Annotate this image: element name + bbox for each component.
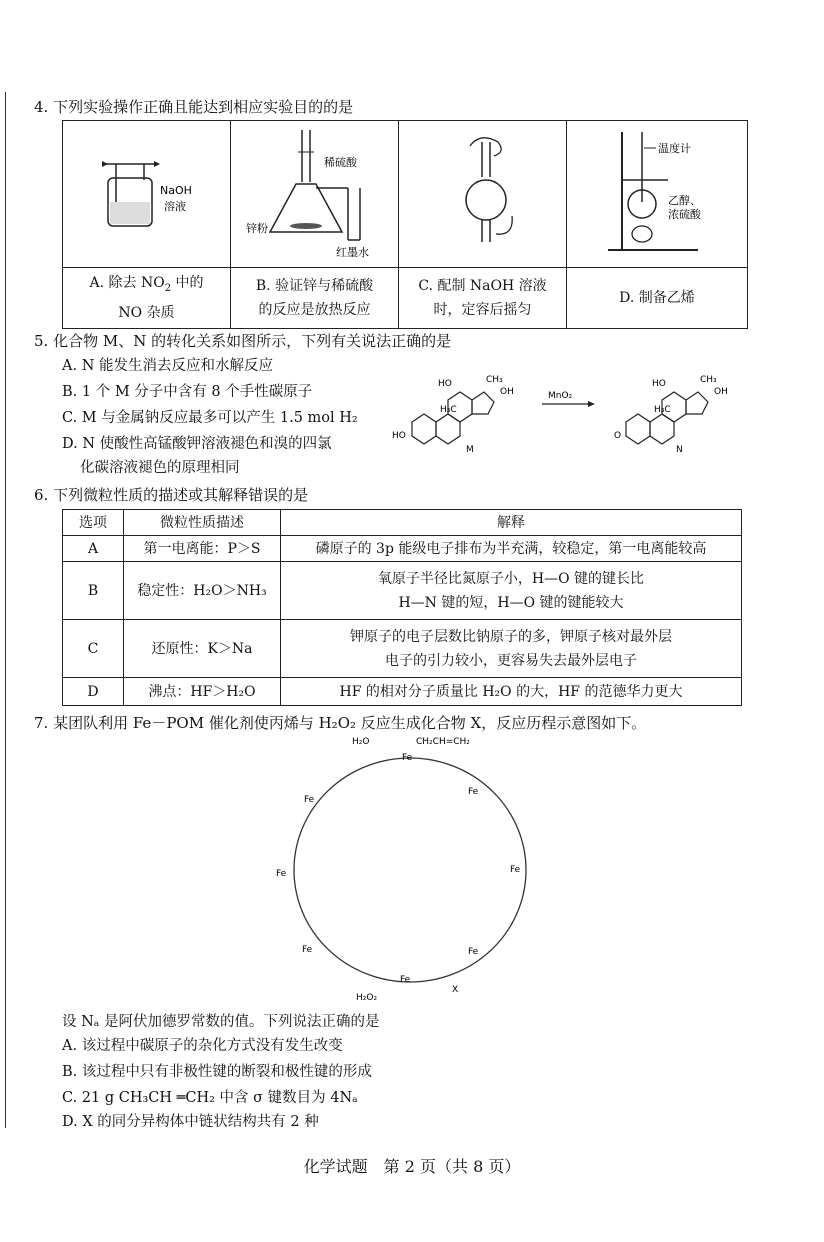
svg-text:CH₃: CH₃ xyxy=(486,375,503,385)
header-option: 选项 xyxy=(63,510,124,536)
svg-text:H₃C: H₃C xyxy=(654,405,671,415)
q5-option-d-cont: 化碳溶液褪色的原理相同 xyxy=(80,460,240,476)
figure-a-cell xyxy=(63,121,231,268)
table-row: C 还原性：K＞Na 钾原子的电子层数比钠原子的多，钾原子核对最外层 电子的引力较小，更容易失去最外层电子 xyxy=(63,620,742,678)
svg-text:Fe: Fe xyxy=(304,795,315,805)
question-7-stem: 7. 某团队利用 Fe－POM 催化剂使丙烯与 H₂O₂ 反应生成化合物 X，反应历程示意图如下。 xyxy=(34,714,647,732)
svg-text:HO: HO xyxy=(392,431,406,441)
q5-option-d: D. N 使酸性高锰酸钾溶液褪色和溴的四氯 xyxy=(62,436,332,452)
q7-option-b: B. 该过程中只有非极性键的断裂和极性键的形成 xyxy=(62,1064,372,1080)
svg-text:Fe: Fe xyxy=(510,865,521,875)
question-4-table xyxy=(62,120,748,329)
option-d-caption: D. 制备乙烯 xyxy=(567,268,748,329)
q5-option-c: C. M 与金属钠反应最多可以产生 1.5 mol H₂ xyxy=(62,410,358,426)
svg-text:Fe: Fe xyxy=(402,753,413,763)
page-footer: 化学试题 第 2 页（共 8 页） xyxy=(303,1157,521,1176)
label-m: M xyxy=(466,445,474,455)
option-c-caption: C. 配制 NaOH 溶液 时，定容后摇匀 xyxy=(399,268,567,329)
question-5-stem: 5. 化合物 M、N 的转化关系如图所示，下列有关说法正确的是 xyxy=(34,332,452,350)
svg-text:HO: HO xyxy=(438,379,452,389)
figure-c-cell xyxy=(399,121,567,268)
naoh-label: NaOH xyxy=(160,184,192,197)
margin-rule xyxy=(5,92,6,1128)
header-explain: 解释 xyxy=(281,510,742,536)
svg-text:H₃C: H₃C xyxy=(440,405,457,415)
figure-b-cell xyxy=(231,121,399,268)
red-ink-label: 红墨水 xyxy=(336,246,369,259)
q7-option-d: D. X 的同分异构体中链状结构共有 2 种 xyxy=(62,1114,319,1130)
svg-text:Fe: Fe xyxy=(302,945,313,955)
volumetric-flask-figure xyxy=(400,122,565,262)
svg-text:CH₃: CH₃ xyxy=(700,375,717,385)
gas-washing-bottle-figure xyxy=(64,122,229,262)
q5-option-a: A. N 能发生消去反应和水解反应 xyxy=(62,358,273,374)
ethylene-apparatus-figure xyxy=(568,122,746,262)
steroid-conversion-figure xyxy=(392,352,752,458)
svg-text:Fe: Fe xyxy=(468,787,479,797)
svg-text:OH: OH xyxy=(714,387,728,397)
flask-figure xyxy=(232,122,397,262)
table-row: D 沸点：HF＞H₂O HF 的相对分子质量比 H₂O 的大，HF 的范德华力更大 xyxy=(63,678,742,706)
ethanol-label: 乙醇、 xyxy=(668,194,701,207)
conc-sulfuric-label: 浓硫酸 xyxy=(668,208,701,221)
q7-preamble: 设 Nₐ 是阿伏加德罗常数的值。下列说法正确的是 xyxy=(62,1014,380,1030)
catalytic-cycle-diagram xyxy=(262,730,558,1006)
header-desc: 微粒性质描述 xyxy=(124,510,281,536)
question-4-stem: 4. 下列实验操作正确且能达到相应实验目的的是 xyxy=(34,98,354,116)
question-6-stem: 6. 下列微粒性质的描述或其解释错误的是 xyxy=(34,486,309,504)
q7-option-c: C. 21 g CH₃CH ═CH₂ 中含 σ 键数目为 4Nₐ xyxy=(62,1090,358,1106)
option-b-caption: B. 验证锌与稀硫酸 的反应是放热反应 xyxy=(231,268,399,329)
svg-text:H₂O₂: H₂O₂ xyxy=(356,993,378,1003)
svg-text:O: O xyxy=(614,431,622,441)
table-row: B 稳定性：H₂O＞NH₃ 氧原子半径比氮原子小，H—O 键的键长比 H—N 键的短，H—O 键的键能较大 xyxy=(63,562,742,620)
figure-d-cell xyxy=(567,121,748,268)
svg-text:X: X xyxy=(452,985,459,995)
question-6-table xyxy=(62,509,742,706)
table-row: A 第一电离能：P＞S 磷原子的 3p 能级电子排布为半充满，较稳定，第一电离能较高 xyxy=(63,536,742,562)
svg-text:H₂O: H₂O xyxy=(352,737,370,747)
solution-label: 溶液 xyxy=(164,200,186,213)
dilute-sulfuric-label: 稀硫酸 xyxy=(324,156,357,169)
q5-option-b: B. 1 个 M 分子中含有 8 个手性碳原子 xyxy=(62,384,313,400)
svg-text:HO: HO xyxy=(652,379,666,389)
q7-option-a: A. 该过程中碳原子的杂化方式没有发生改变 xyxy=(62,1038,343,1054)
zinc-powder-label: 锌粉 xyxy=(246,222,268,235)
svg-text:Fe: Fe xyxy=(400,975,411,985)
reagent-label: MnO₂ xyxy=(548,391,573,401)
option-a-caption: A. 除去 $NO_2$ 中的 NO 杂质 xyxy=(63,268,231,329)
svg-text:CH₂CH=CH₂: CH₂CH=CH₂ xyxy=(416,737,470,747)
label-n: N xyxy=(676,445,683,455)
svg-text:Fe: Fe xyxy=(468,947,479,957)
svg-text:Fe: Fe xyxy=(276,869,287,879)
svg-text:OH: OH xyxy=(500,387,514,397)
thermometer-label: 温度计 xyxy=(658,142,691,155)
